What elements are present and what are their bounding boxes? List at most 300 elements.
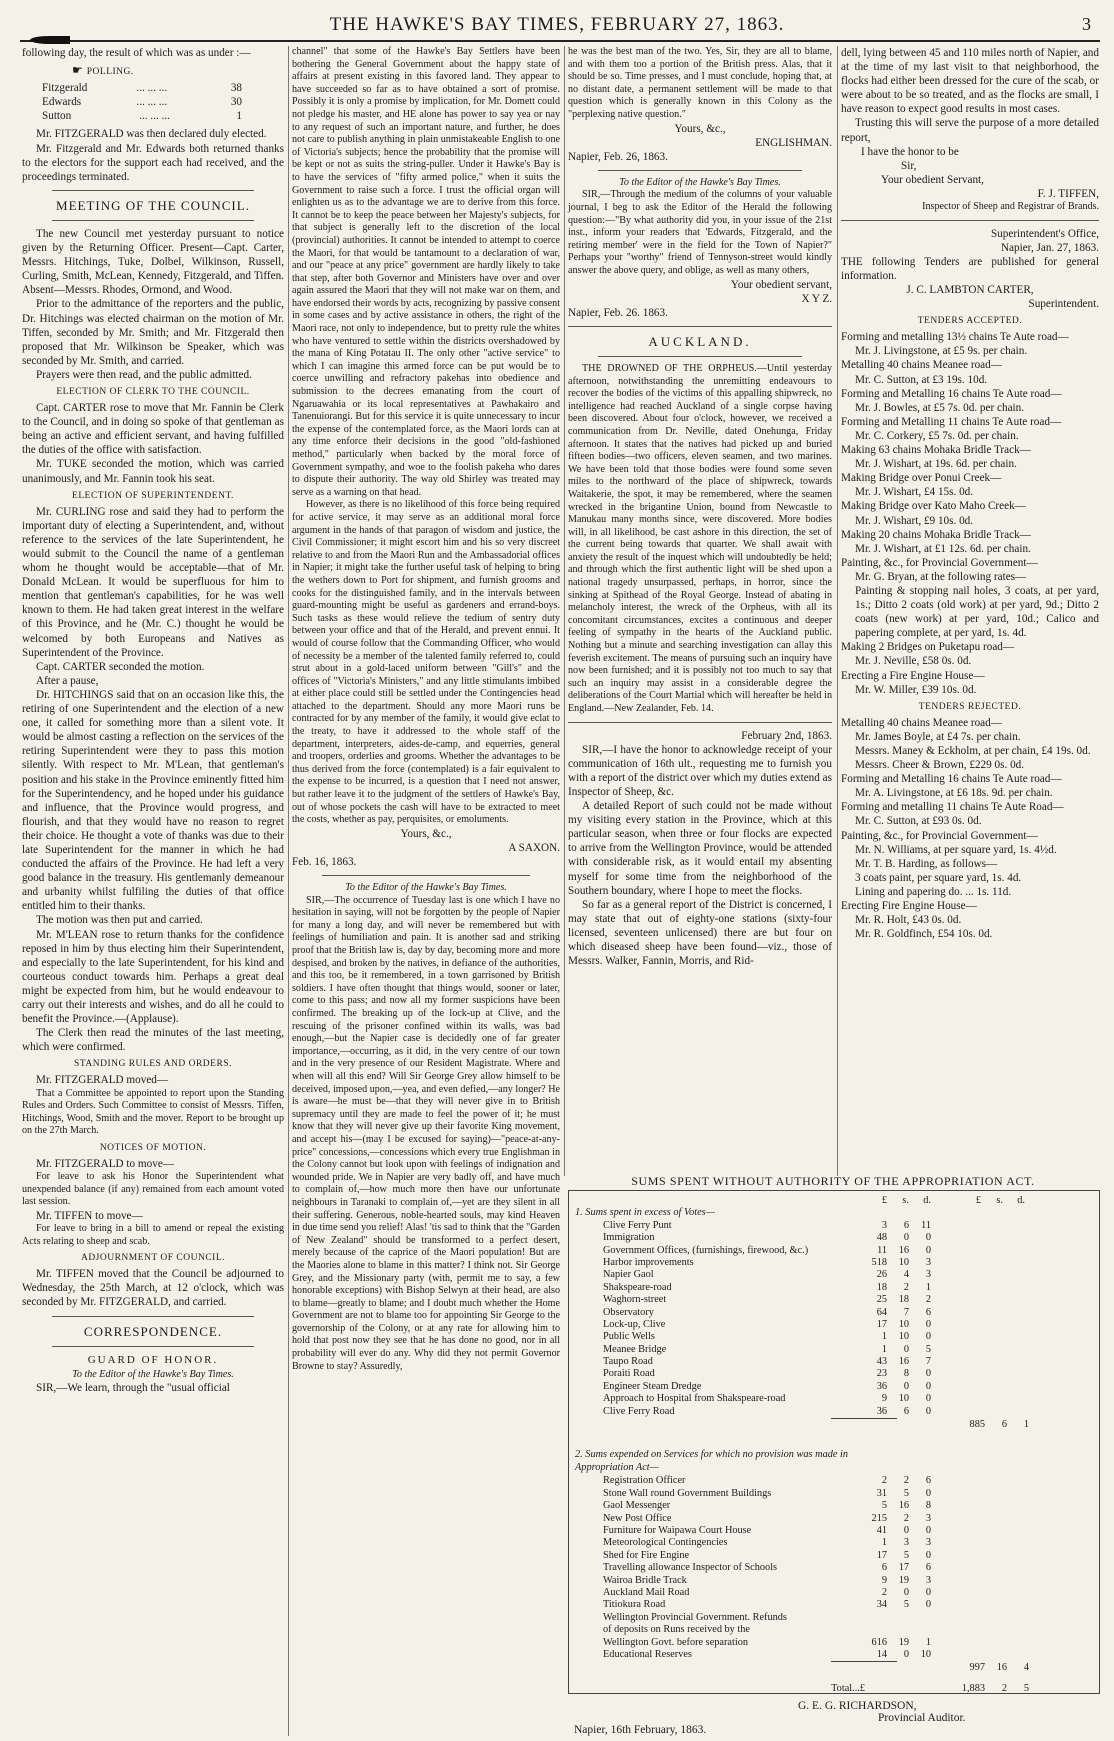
table-total-value: 2: [1001, 1682, 1007, 1694]
table-value: 1: [925, 1281, 931, 1293]
paragraph: he was the best man of the two. Yes, Sir, they are all to blame, and with them too a portion of the British press. Alas, that it should be so. Time presses, and I must conclude, hoping that, at no distant date, a permanent settlement will be made to that question which is generally known in this Colony as the "perplexing native question.": [568, 46, 832, 120]
letter-closing: Your obedient Servant,: [881, 173, 984, 186]
table-label: Shakspeare-road: [603, 1281, 672, 1293]
paragraph: Trusting this will serve the purpose of a more detailed report,: [841, 117, 1099, 144]
table-value: 6: [881, 1562, 887, 1574]
table-value: 7: [903, 1306, 909, 1318]
table-value: 41: [876, 1524, 887, 1536]
table-value: 0: [925, 1244, 931, 1256]
column-4: [841, 46, 1099, 1186]
divider: [52, 1316, 254, 1317]
table-label: Wellington Govt. before separation: [603, 1636, 749, 1648]
table-value: [909, 1624, 931, 1636]
tender-item: Metalling 40 chains Meanee road—: [841, 716, 1002, 729]
table-value: 0: [903, 1586, 909, 1598]
paragraph: Mr. FITZGERALD was then declared duly elected.: [36, 128, 267, 141]
table-label: Registration Officer: [603, 1475, 686, 1487]
table-value: 2: [925, 1294, 931, 1306]
table-row: [569, 1294, 1099, 1306]
divider: [598, 170, 802, 171]
table-label: Educational Reserves: [603, 1648, 692, 1660]
table-row: [569, 1637, 1099, 1649]
poll-name: Sutton: [42, 110, 72, 123]
table-value: 10: [920, 1648, 931, 1660]
table-row: [569, 1612, 1099, 1624]
sums-table-title: SUMS SPENT WITHOUT AUTHORITY OF THE APPROPRIATION ACT.: [631, 1174, 1035, 1188]
table-row: [569, 1500, 1099, 1512]
tender-item: Mr. J. Wishart, £4 15s. 0d.: [855, 486, 974, 499]
section-heading: AUCKLAND.: [648, 333, 752, 349]
paragraph: Mr. FITZGERALD moved—: [36, 1074, 169, 1087]
letter-signature: A SAXON.: [508, 841, 560, 854]
pointing-hand-icon: ☛: [72, 63, 87, 78]
masthead: [0, 14, 1114, 36]
tender-item: Mr. C. Sutton, at £93 0s. 0d.: [855, 815, 982, 828]
paragraph: Mr. FITZGERALD to move—: [36, 1158, 174, 1171]
spacer: [569, 1431, 1099, 1449]
tender-item: Making Bridge over Kato Maho Creek—: [841, 500, 1026, 513]
table-value: 36: [876, 1405, 887, 1417]
letter-address: To the Editor of the Hawke's Bay Times.: [72, 1368, 234, 1380]
table-total-value: 885: [969, 1419, 985, 1431]
table-value: 5: [903, 1549, 909, 1561]
table-label: Shed for Fire Engine: [603, 1549, 690, 1561]
sums-table: [568, 1190, 1100, 1694]
table-row: [569, 1331, 1099, 1343]
table-row: [569, 1344, 1099, 1356]
table-value: 64: [876, 1306, 887, 1318]
subheading: TENDERS REJECTED.: [918, 701, 1022, 712]
table-label: Total...£: [831, 1682, 865, 1694]
tender-item: Mr. J. Wishart, £9 10s. 0d.: [855, 514, 974, 527]
paragraph: dell, lying between 45 and 110 miles north of Napier, and at the time of my last visit to that neighborhood, the flocks had either been dressed for the cure of the scab, or were about to be so treated, and as the flocks are small, I have reason to expect good results in most cases.: [841, 47, 1099, 116]
table-value: 25: [876, 1294, 887, 1306]
tender-item: 3 coats paint, per square yard, 1s. 4d.: [855, 871, 1022, 884]
poll-row: [42, 109, 242, 123]
table-value: 1: [925, 1636, 931, 1648]
table-value: 5: [903, 1487, 909, 1499]
paragraph: Capt. CARTER seconded the motion.: [36, 660, 205, 673]
table-value: 5: [903, 1599, 909, 1611]
divider: [568, 326, 832, 327]
table-row: [569, 1575, 1099, 1587]
tender-item: Making 2 Bridges on Puketapu road—: [841, 641, 1015, 654]
table-value: 16: [898, 1500, 909, 1512]
tender-item: Mr. R. Holt, £43 0s. 0d.: [855, 914, 962, 927]
table-value: 0: [925, 1380, 931, 1392]
table-header: s.: [996, 1195, 1003, 1206]
paragraph: For leave to ask his Honor the Superintendent what unexpended balance (if any) remained from each amount voted last session.: [22, 1171, 284, 1208]
divider: [322, 875, 530, 876]
table-label: 1. Sums spent in excess of Votes—: [575, 1207, 715, 1219]
table-label: Titiokura Road: [603, 1599, 666, 1611]
divider: [52, 190, 254, 191]
table-label: Stone Wall round Government Buildings: [603, 1487, 772, 1499]
table-value: 48: [876, 1232, 887, 1244]
tender-item: Painting & stopping nail holes, 3 coats, at per yard, 1s.; Ditto 2 coats (old work) at per yard, 9d.; Ditto 2 coats (new work) at per yard, 10d.; Calico and papering complete, at per yard, 1s. 4d.: [855, 584, 1099, 640]
tender-item: Erecting a Fire Engine House—: [841, 669, 985, 682]
letter-closing: Your obedient servant,: [730, 278, 832, 291]
table-value: 14: [876, 1648, 887, 1660]
table-total-value: 1: [1023, 1419, 1029, 1431]
poll-row: [42, 81, 242, 95]
table-value: 23: [876, 1368, 887, 1380]
table-label: Travelling allowance Inspector of Schools: [603, 1562, 778, 1574]
table-row: [569, 1232, 1099, 1244]
tender-item: Lining and papering do. ... 1s. 11d.: [855, 885, 1012, 898]
table-row: [569, 1475, 1099, 1487]
divider: [52, 220, 254, 221]
tender-item: Making 20 chains Mohaka Bridle Track—: [841, 528, 1031, 541]
table-value: 17: [876, 1549, 887, 1561]
tender-item: Mr. N. Williams, at per square yard, 1s. 4½d.: [855, 843, 1057, 856]
letter-signature: ENGLISHMAN.: [755, 136, 832, 149]
table-cell: [891, 1662, 913, 1674]
tender-item: Messrs. Cheer & Brown, £229 0s. 0d.: [855, 759, 1025, 772]
table-value: 43: [876, 1356, 887, 1368]
table-value: 6: [903, 1219, 909, 1231]
table-total-row: [569, 1419, 1099, 1431]
table-value: 0: [925, 1393, 931, 1405]
table-cell: [913, 1419, 935, 1431]
table-header: d.: [1017, 1195, 1025, 1206]
tender-item: Mr. W. Miller, £39 10s. 0d.: [855, 683, 977, 696]
notice-intro: THE following Tenders are published for general information.: [841, 255, 1099, 282]
table-cell: [891, 1683, 913, 1695]
poll-row: [42, 95, 242, 109]
table-label: Napier Gaol: [603, 1269, 654, 1281]
table-value: 1: [881, 1331, 887, 1343]
letter-date: Napier, Feb. 26. 1863.: [568, 306, 668, 319]
table-value: 2: [903, 1281, 909, 1293]
table-cell: [569, 1195, 865, 1207]
table-total-row: [569, 1683, 1099, 1695]
table-label: Auckland Mail Road: [603, 1586, 690, 1598]
table-label: Immigration: [603, 1232, 655, 1244]
table-value: 6: [925, 1562, 931, 1574]
table-value: 31: [876, 1487, 887, 1499]
letter-date: Napier, Feb. 26, 1863.: [568, 150, 668, 163]
poll-name: Edwards: [42, 96, 82, 109]
letter-address: To the Editor of the Hawke's Bay Times.: [345, 882, 507, 894]
table-value: 0: [925, 1232, 931, 1244]
poll-intro: following day, the result of which was as under :—: [22, 47, 251, 59]
paragraph: Prior to the admittance of the reporters and the public, Dr. Hitchings was elected chairman on the motion of Mr. Tiffen, seconded by Mr. Smith; and Mr. Fitzgerald then proposed that Mr. Wilkinson be Speaker, which was seconded by Mr. Smith, and carried.: [22, 298, 284, 367]
tender-item: Erecting Fire Engine House—: [841, 900, 977, 913]
paragraph: Mr. Fitzgerald and Mr. Edwards both returned thanks to the electors for the support each had received, and the proceedings terminated.: [22, 142, 284, 183]
table-value: 518: [871, 1256, 887, 1268]
table-row: [569, 1562, 1099, 1574]
letter-closing: Sir,: [901, 159, 917, 172]
poll-votes: 30: [230, 96, 242, 109]
table-row: [569, 1449, 1099, 1475]
tender-item: Mr. A. Livingstone, at £6 18s. 9d. per chain.: [855, 787, 1053, 800]
table-value: 3: [925, 1574, 931, 1586]
letter-signature: X Y Z.: [801, 292, 832, 305]
table-value: 0: [925, 1331, 931, 1343]
tender-item: Mr. R. Goldfinch, £54 10s. 0d.: [855, 928, 993, 941]
table-row: [569, 1307, 1099, 1319]
table-value: 19: [898, 1574, 909, 1586]
auditor-name: G. E. G. RICHARDSON,: [798, 1700, 917, 1712]
table-value: 11: [877, 1244, 887, 1256]
letter-closing: Yours, &c.,: [674, 122, 726, 135]
table-value: [865, 1624, 887, 1636]
notice-signer-title: Superintendent.: [1028, 298, 1099, 311]
tender-item: Mr. C. Sutton, at £3 19s. 10d.: [855, 373, 988, 386]
table-value: 9: [881, 1574, 887, 1586]
paragraph: Mr. TIFFEN moved that the Council be adjourned to Wednesday, the 25th March, at 12 o'clock, which was seconded by Mr. FITZGERALD, and carried.: [22, 1268, 284, 1309]
table-value: [865, 1612, 887, 1624]
paragraph: So far as a general report of the District is concerned, I may state that out of eighty-one stations (sixty-four licensed, seventeen unlicensed) there are but four on which diseased sheep have been found—viz., those of Messrs. Walker, Fannin, Morris, and Rid-: [568, 898, 832, 968]
table-row: [569, 1381, 1099, 1393]
table-value: 11: [921, 1219, 931, 1231]
tender-item: Metalling 40 chains Meanee road—: [841, 359, 1002, 372]
table-label: of deposits on Runs received by the: [603, 1624, 750, 1636]
table-value: 8: [925, 1500, 931, 1512]
table-total-value: 997: [969, 1662, 985, 1674]
table-value: 3: [881, 1219, 887, 1231]
tender-item: Making Bridge over Ponui Creek—: [841, 472, 1002, 485]
table-value: 16: [898, 1244, 909, 1256]
table-value: 7: [925, 1356, 931, 1368]
table-total-value: 5: [1023, 1682, 1029, 1694]
paragraph: Dr. HITCHINGS said that on an occasion like this, the retiring of one Superintendent and the election of a new one, it called for something more than a silent vote. It would be almost casting a reflection on the services of the retiring Superintendent were they to pass this motion silently. With respect to Mr. M'Lean, that gentleman's position and his stake in the Province eminently fitted him for the Superintendency, and he hoped under his guidance and influence, that the Province would progress, and flourish, and that they would have no reason to regret their choice. He thought a vote of thanks was due to their late Superintendent for the manner in which he had conducted the affairs of the Province. He had left a very good balance in the treasury. His gentlemanly demeanour and urbanity whilst fulfiling the duties of that office entitled him to their thanks.: [22, 688, 284, 913]
table-value: 19: [898, 1636, 909, 1648]
leader-dots: ... ... ...: [136, 96, 168, 109]
paragraph: The Clerk then read the minutes of the last meeting, which were confirmed.: [22, 1027, 284, 1054]
table-value: 0: [903, 1380, 909, 1392]
table-label: Engineer Steam Dredge: [603, 1380, 702, 1392]
paragraph: channel" that some of the Hawke's Bay Settlers have been bothering the General Government about the happy state of affairs at present existing in this favored land. They appear to have succeeded so far as to have obtained a sort of promise. Possibly it is only a promise by implication, for Mr. Domett could not pledge his master, and HE alone has power to say yea or nay to any request of such an important nature, and further, he does not care to publish anything in plain unmistakeable English to one of Victoria's subjects; hence the probability that the promise will be kept or not as suits the string-puller. Under it Hawke's Bay is to have the services of "fifty armed police," when it suits the Government to raise such a force. I trust the official organ will enlighten us as to the advantage we are to derive from this force. It cannot be to keep the peace between her Majesty's subjects, for that subject is generally left to the discretion of the local (provincial) authorities. It cannot be intended to attempt to coerce the Maori, for that would be tantamount to a declaration of war, and our "peace at any price" government are hardly likely to take that step, after both Governor and Ministers have over and over again assured the Maori that they will not make war on them, and have endorsed their words by acts, recognizing by passive consent in some cases and by active assistance in others, the right of the Maori race, not only to independence, but to pretty rule the whites who have ventured to settle within the districts overshadowed by the mana of King Potatau II. The only other "active service" to which I can imagine this armed force can be put would be to coerce unwilling and refractory pakehas into obedience and submission to the decrees emanating from the court of Ngaruawahia or its local representatives at Pawhakairo and Tanenuiorangi. But for this service it is quite unnecessary to incur the expense of the contemplated force, as the Maori lords can at any time enforce their decisions in the good "old-fashioned method," particularly when backed by the moral force of Government sympathy, and woe to the foolish pakeha who dares to dispute their authority. The way old Shirley was treated may serve as a warning on that head.: [292, 46, 560, 498]
table-cell: [869, 1683, 891, 1695]
table-value: 17: [898, 1562, 909, 1574]
table-value: 0: [925, 1368, 931, 1380]
table-value: 3: [925, 1256, 931, 1268]
table-cell: [913, 1662, 935, 1674]
table-value: 6: [925, 1475, 931, 1487]
table-row: [569, 1525, 1099, 1537]
table-label: Lock-up, Clive: [603, 1318, 666, 1330]
poll-votes: 38: [230, 82, 242, 95]
table-row: [569, 1319, 1099, 1331]
divider: [598, 356, 802, 357]
column-2: [292, 46, 560, 1372]
section-heading: MEETING OF THE COUNCIL.: [56, 197, 250, 213]
table-value: 16: [898, 1356, 909, 1368]
table-value: 2: [903, 1475, 909, 1487]
table-total-row: [569, 1662, 1099, 1674]
table-value: 17: [876, 1318, 887, 1330]
table-total-value: 4: [1023, 1662, 1029, 1674]
table-value: 2: [903, 1512, 909, 1524]
tender-item: Forming and Metalling 16 chains Te Aute road—: [841, 387, 1062, 400]
table-value: 3: [925, 1537, 931, 1549]
table-label: Wairoa Bridle Track: [603, 1574, 687, 1586]
poll-votes: 1: [236, 110, 242, 123]
divider: [52, 1346, 254, 1347]
table-row: [569, 1587, 1099, 1599]
paragraph: SIR,—I have the honor to acknowledge receipt of your communication of 16th ult., requesting me to furnish you with a report of the district over which my duties extend as Inspector of Sheep, &c.: [568, 743, 832, 798]
tender-item: Painting, &c., for Provincial Government—: [841, 556, 1038, 569]
page-number: 3: [1082, 14, 1092, 34]
column-divider: [837, 46, 838, 1176]
table-row: [569, 1220, 1099, 1232]
tender-item: Painting, &c., for Provincial Government—: [841, 829, 1038, 842]
table-row: [569, 1356, 1099, 1368]
table-value: [887, 1612, 909, 1624]
table-value: 0: [903, 1648, 909, 1660]
table-total-value: 6: [1001, 1419, 1007, 1431]
subheading: NOTICES OF MOTION.: [99, 1142, 207, 1153]
masthead-title: THE HAWKE'S BAY TIMES, FEBRUARY 27, 1863.: [329, 14, 785, 35]
column-divider: [288, 46, 289, 1736]
paragraph: The new Council met yesterday pursuant to notice given by the Returning Officer. Present—Capt. Carter, Messrs. Hitchings, Tuke, Dolbel, Wilkinson, Russell, Curling, Smith, McLean, Kennedy, Fitzgerald, and Tiffen. Absent—Messrs. Rhodes, Ormond, and Wood.: [22, 227, 284, 297]
paragraph: Mr. M'LEAN rose to return thanks for the confidence reposed in him by thus electing him their Superintendent, and especially to the late Superintendent, for his kind and courteous conduct towards him. Perhaps a great deal might be expected from him, but he would endeavour to carry out their interests and wishes, and do all he could to benefit the Province.—(Applause).: [22, 928, 284, 1026]
table-total-value: 1,883: [961, 1682, 985, 1694]
tender-item: Mr. James Boyle, at £4 7s. per chain.: [855, 730, 1021, 743]
divider: [841, 220, 1099, 221]
tenders-accepted-list: [841, 330, 1099, 696]
tender-item: Forming and metalling 13½ chains Te Aute road—: [841, 331, 1069, 344]
paragraph: Mr. TIFFEN to move—: [36, 1209, 143, 1222]
table-row: [569, 1245, 1099, 1257]
table-value: 10: [898, 1331, 909, 1343]
paragraph: SIR,—The occurrence of Tuesday last is one which I have no hesitation in saying, will not be forgotten by the people of Napier for many a long day, and will never be remembered but with feelings of humiliation and pain. It is another sad and striking proof that the British law is, day by day, becoming more and more despised, and broken by the natives, in defiance of the authorities, and this too, be it remembered, in a town garrisoned by British soldiers. I have often thought that things would, sooner or later, come to this pass; and now all my former suspicions have been confirmed. The breaking up of the lock-up at Clive, and the rescuing of the prisoner confined within its walls, was bad enough,—but the Napier case is decidedly one of far greater importance,—occurring, as it did, in the very centre of our town and in the very presence of our Resident Magistrate. Where and when will all this end? Will Sir George Grey allow himself to be deceived, imposed upon,—yea, and even defied,—any longer? He is aware—he must be—that they will never give in to British supremacy until they are made to feel the power of it; he must know that they will never give up their favorite King movement, and accept his—(may I be excused for saying)—"peace-at-any-price" concessions,—concessions which every true Englishman in the Colony cannot but look upon with feelings of indignation and wounded pride. We in Napier are very badly off, and have much to complain of,—how much more then have our unfortunate neighbours in Taranaki to complain of,—yet are they silent in all their suffering. Generous, noble-hearted souls, may kind Heaven in due time send you relief! Alas! 'tis sad to think that the "Garden of New Zealand" should be transformed to a perfect desert, merely because of the caprice of the Maori population! But are the Maories alone to blame in this matter? I think not. Sir George Grey, and the Missionary party (with, permit me to say, a few honorable exceptions) with Bishop Selwyn at their head, are also to blame—greatly to blame; and I doubt much whether the Home Government are not to blame too for appointing Sir George to the governorship of the Colony, or at any rate for allowing him to hold that post now they see that he has done no good, nor in all probability will ever do any. Why did they not permit Governor Browne to stay? Assuredly,: [292, 894, 560, 1372]
office-name: Superintendent's Office,: [990, 227, 1099, 240]
paragraph: For leave to bring in a bill to amend or repeal the existing Acts relating to sheep and scab.: [22, 1223, 284, 1247]
auditor-signature-block: [568, 1700, 1098, 1736]
table-row: [569, 1488, 1099, 1500]
table-label: Government Offices, (furnishings, firewood, &c.): [603, 1244, 809, 1256]
table-value: 10: [898, 1393, 909, 1405]
table-value: [909, 1612, 931, 1624]
tender-item: Mr. G. Bryan, at the following rates—: [855, 570, 1027, 583]
table-value: 18: [876, 1281, 887, 1293]
table-row: [569, 1207, 1099, 1219]
tender-item: Forming and Metalling 16 chains Te Aute road—: [841, 773, 1062, 786]
table-value: 2: [881, 1586, 887, 1598]
table-value: 0: [925, 1586, 931, 1598]
tenders-rejected-list: [841, 716, 1099, 942]
poll-results: [42, 81, 284, 123]
table-value: 4: [903, 1269, 909, 1281]
table-header: d.: [923, 1195, 931, 1206]
table-label: [569, 1662, 869, 1674]
letter-closing: Yours, &c.,: [400, 827, 452, 840]
subheading: ADJOURNMENT OF COUNCIL.: [80, 1253, 226, 1264]
table-label: Gaol Messenger: [603, 1500, 671, 1512]
tender-item: Mr. J. Livingstone, at £5 9s. per chain.: [855, 345, 1028, 358]
table-row: [569, 1537, 1099, 1549]
tender-item: Messrs. Maney & Eckholm, at per chain, £4 19s. 0d.: [855, 745, 1091, 757]
letter-date: February 2nd, 1863.: [741, 729, 832, 742]
office-date: Napier, Jan. 27, 1863.: [1000, 241, 1099, 254]
table-value: 0: [925, 1487, 931, 1499]
table-label: Meteorological Contingencies: [603, 1537, 728, 1549]
paragraph: However, as there is no likelihood of this force being required for active service, it may serve as an additional moral force argument in the hands of that paragon of wisdom and justice, the Civil Commissioner; it might escort him and his so very discreet relative to and from the Maori Run and the Ambassadorial offices in Napier; it might take the further useful task of helping to bring the wethers down to Port for shipment, and furnish grooms and cooks for the distinguished family, and in the intervals between guard-mounting might be useful as gardeners and errand-boys. Such tasks as these would relieve the tedium of sentry duty between your office and that of the Herald, and prevent ennui. It would of course follow that the Commanding Officer, who would of necessity be a member of the talented family referred to, could strut about in a gold-laced uniform between "Gill's" and the offices of "Victoria's Ministers," and any little stimulants imbibed at either place could still be settled under the Contingencies head attached to the department. Should any more Maori runs be contracted for by any member of the family, it would give eclat to the treaty, to have it addressed to the whole staff of the department, interpreters, aides-de-camp, and equerries, general and troopers, orderlies and grooms. Whether the advantages to be thus derived from the force (contemplated) is a fair equivalent to the expense to be incurred, is a question that I need not answer, but rather leave it to the judgment of the settlers of Hawke's Bay, out of whose pockets the cash will have to be extracted to meet the costs, whether as pay, perquisites, or emoluments.: [292, 499, 560, 826]
table-label: Observatory: [603, 1306, 654, 1318]
subheading: GUARD OF HONOR.: [87, 1353, 219, 1366]
tender-item: Making 63 chains Mohaka Bridle Track—: [841, 444, 1031, 457]
leader-dots: ... ... ...: [139, 110, 170, 123]
table-value: 34: [876, 1599, 887, 1611]
subheading: ELECTION OF SUPERINTENDENT.: [72, 490, 234, 501]
table-header-row: [569, 1195, 1099, 1207]
table-label: New Post Office: [603, 1512, 672, 1524]
table-value: 0: [925, 1318, 931, 1330]
table-row: [569, 1513, 1099, 1525]
table-value: 6: [925, 1306, 931, 1318]
subheading: STANDING RULES AND ORDERS.: [74, 1059, 232, 1070]
table-value: [887, 1624, 909, 1636]
table-row: [569, 1550, 1099, 1562]
paragraph: Prayers were then read, and the public admitted.: [36, 368, 252, 381]
tender-item: Mr. T. B. Harding, as follows—: [855, 857, 998, 870]
table-label: Clive Ferry Road: [603, 1405, 675, 1417]
column-3: [568, 46, 832, 1186]
leader-dots: ... ... ...: [136, 82, 168, 95]
table-value: 36: [876, 1380, 887, 1392]
letter-closing: I have the honor to be: [861, 145, 959, 158]
table-label: Furniture for Waipawa Court House: [603, 1524, 752, 1536]
table-total-value: 16: [996, 1662, 1007, 1674]
subheading: ELECTION OF CLERK TO THE COUNCIL.: [56, 386, 250, 397]
table-value: 1: [881, 1343, 887, 1355]
table-label: 2. Sums expended on Services for which no provision was made in Appropriation Act—: [575, 1449, 849, 1473]
table-label: Poraiti Road: [603, 1368, 655, 1380]
table-value: 3: [903, 1537, 909, 1549]
subheading: TENDERS ACCEPTED.: [917, 316, 1023, 327]
table-header: £: [881, 1195, 887, 1206]
paragraph: That a Committee be appointed to report upon the Standing Rules and Orders. Such Committee to consist of Messrs. Tiffen, Hitchings, Wood, Smith and the mover. Report to be brought up on the 27th March.: [22, 1087, 284, 1137]
tender-item: Mr. J. Wishart, at 19s. 6d. per chain.: [855, 458, 1017, 471]
letter-address: To the Editor of the Hawke's Bay Times.: [619, 176, 781, 188]
letter-signature: F. J. TIFFEN,: [1037, 187, 1099, 200]
tender-item: Forming and Metalling 11 chains Te Aute road—: [841, 415, 1062, 428]
table-label: Waghorn-street: [603, 1294, 667, 1306]
tender-item: Mr. J. Bowles, at £5 7s. 0d. per chain.: [855, 401, 1025, 414]
divider: [568, 722, 832, 723]
paragraph: SIR,—Through the medium of the columns of your valuable journal, I beg to ask the Editor of the Herald the following question:—"By what authority did you, in your issue of the 21st inst., inform your readers that 'Edwards, Fitzgerald, and the retiring member' were in the field for the Town of Napier?" Perhaps your "worthy" friend of Tennyson-street would kindly answer the above query, and oblige, as well as many others,: [568, 189, 832, 276]
table-header: s.: [902, 1195, 909, 1206]
letter-date: Feb. 16, 1863.: [292, 856, 357, 868]
table-value: 2: [881, 1475, 887, 1487]
table-value: 215: [871, 1512, 887, 1524]
table-value: 8: [903, 1368, 909, 1380]
tender-item: Forming and metalling 11 chains Te Aute Road—: [841, 801, 1064, 814]
table-value: 0: [925, 1405, 931, 1417]
table-row: [569, 1368, 1099, 1380]
table-value: 3: [925, 1512, 931, 1524]
paragraph: Capt. CARTER rose to move that Mr. Fannin be Clerk to the Council, and in doing so spoke of that gentleman as being an active and efficient servant, and having fulfilled the duties of the office with satisfaction.: [22, 402, 284, 457]
table-value: 10: [898, 1256, 909, 1268]
table-label: Taupo Road: [603, 1356, 653, 1368]
spacer: [569, 1675, 1099, 1683]
paragraph: After a pause,: [36, 674, 99, 687]
table-value: 0: [925, 1599, 931, 1611]
table-row: [569, 1406, 1099, 1418]
table-value: 9: [881, 1393, 887, 1405]
table-value: 6: [903, 1405, 909, 1417]
table-row: [569, 1269, 1099, 1281]
table-cell: [869, 1419, 891, 1431]
table-label: Harbor improvements: [603, 1256, 694, 1268]
table-row: [569, 1624, 1099, 1636]
column-divider: [564, 46, 565, 1176]
paragraph: Mr. TUKE seconded the motion, which was carried unanimously, and Mr. Fannin took his seat.: [22, 458, 284, 485]
table-row: [569, 1649, 1099, 1661]
